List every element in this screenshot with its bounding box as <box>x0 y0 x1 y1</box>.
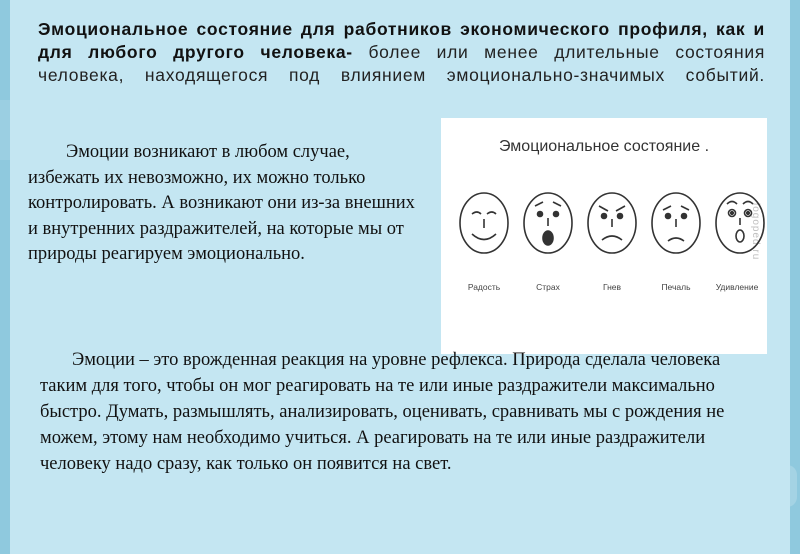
sadness-face-icon <box>652 193 700 253</box>
definition-term: Эмоциональное состояние для работников экономического профиля, как и для любого другого человека- <box>38 19 765 62</box>
face-label-surprise: Удивление <box>715 282 759 292</box>
definition-paragraph <box>38 18 765 87</box>
definition-text: более или менее длительные состояния человека, находящегося под влиянием эмоционально-значимых событий. <box>38 42 766 85</box>
face-label-fear: Страх <box>536 282 560 292</box>
face-label-sadness: Печаль <box>661 282 691 292</box>
emotions-image <box>441 118 767 354</box>
face-label-anger: Гнев <box>602 282 622 292</box>
emotions-reflex-paragraph: Эмоции – это врожденная реакция на уровне рефлекса. Природа сделала человека таким для того, чтобы он мог реагировать на те или иные раздражители максимально быстро. Думать, размышлять, анализировать, оценивать, сравнивать мы с рождения не можем, этому нам необходимо учиться. А реагировать на те или иные раздражители человеку надо сразу, как только он появится на свет. <box>40 350 725 474</box>
face-label-joy: Радость <box>467 282 501 292</box>
image-watermark: logoped.ru <box>750 203 761 261</box>
slide <box>10 0 790 554</box>
anger-face-icon <box>588 193 636 253</box>
surprise-face-icon <box>716 193 764 253</box>
image-title: Эмоциональное состояние . <box>498 138 710 155</box>
faces-illustration <box>441 118 767 354</box>
joy-face-icon <box>460 193 508 253</box>
fear-face-icon <box>524 193 572 253</box>
emotions-control-paragraph: Эмоции возникают в любом случае, избежать их невозможно, их можно только контролировать. А возникают они из-за внешних и внутренних раздражителей, на которые мы от природы реагируем эмоционально. <box>28 142 415 264</box>
